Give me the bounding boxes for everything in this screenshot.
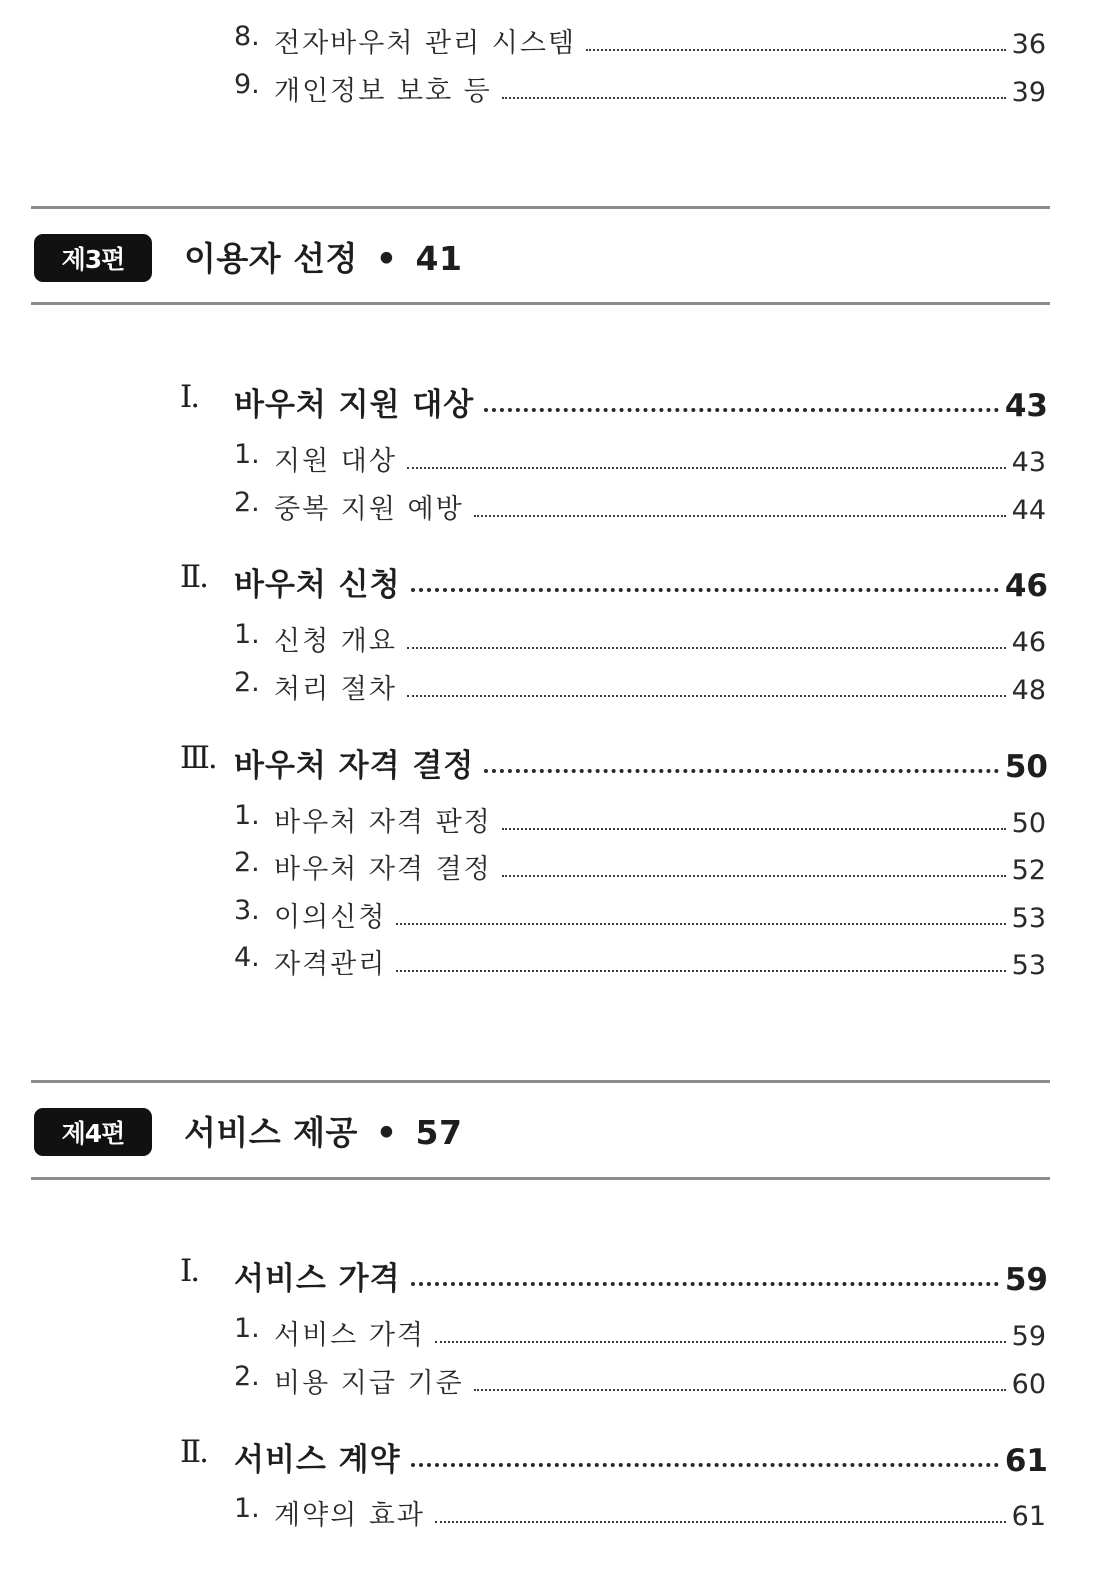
toc-entry[interactable] — [234, 1312, 1046, 1352]
part-divider-bottom — [31, 1177, 1050, 1180]
toc-entry[interactable] — [234, 618, 1046, 658]
entry-number: 1. — [234, 800, 260, 831]
page-number: 59 — [1004, 1262, 1048, 1298]
chapter-title: 바우처 자격 결정 — [234, 748, 475, 784]
page-number: 44 — [1011, 495, 1046, 526]
toc-entry[interactable] — [234, 666, 1046, 706]
entry-title: 자격관리 — [274, 949, 387, 980]
dot-leader — [411, 1463, 999, 1467]
part-title-text: 이용자 선정 — [184, 239, 358, 278]
page-number: 48 — [1011, 675, 1046, 706]
page-number: 52 — [1011, 855, 1046, 886]
entry-title: 개인정보 보호 등 — [274, 76, 492, 107]
toc-entry[interactable] — [234, 20, 1046, 60]
entry-number: 2. — [234, 667, 260, 698]
dot-leader — [407, 695, 1006, 697]
entry-title: 비용 지급 기준 — [274, 1368, 464, 1399]
dot-leader — [435, 1521, 1006, 1523]
entry-title: 서비스 가격 — [274, 1320, 425, 1351]
toc-entry[interactable] — [234, 1492, 1046, 1532]
part-page-number: 41 — [415, 239, 463, 278]
dot-leader — [396, 970, 1005, 972]
part-badge: 제3편 — [34, 234, 152, 282]
entry-title: 신청 개요 — [274, 626, 397, 657]
entry-title: 처리 절차 — [274, 674, 397, 705]
toc-chapter[interactable] — [180, 1254, 1048, 1298]
entry-number: 1. — [234, 1313, 260, 1344]
entry-number: 1. — [234, 439, 260, 470]
toc-entry[interactable] — [234, 846, 1046, 886]
part-divider-top — [31, 1080, 1050, 1083]
page-number: 50 — [1004, 749, 1048, 785]
entry-number: 2. — [234, 487, 260, 518]
toc-entry[interactable] — [234, 68, 1046, 108]
dot-leader — [407, 467, 1006, 469]
entry-number: 2. — [234, 1361, 260, 1392]
toc-chapter[interactable] — [180, 1435, 1048, 1479]
part-title — [184, 235, 462, 283]
toc-entry[interactable] — [234, 799, 1046, 839]
dot-leader — [435, 1341, 1006, 1343]
dot-leader — [411, 1282, 999, 1286]
part-badge: 제4편 — [34, 1108, 152, 1156]
entry-title: 바우처 자격 결정 — [274, 854, 492, 885]
dot-leader — [484, 408, 999, 412]
toc-entry[interactable] — [234, 486, 1046, 526]
chapter-number: Ⅰ. — [180, 379, 199, 415]
entry-title: 중복 지원 예방 — [274, 494, 464, 525]
dot-leader — [586, 49, 1006, 51]
entry-title: 지원 대상 — [274, 446, 397, 477]
dot-leader — [407, 647, 1006, 649]
entry-number: 4. — [234, 942, 260, 973]
toc-chapter[interactable] — [180, 380, 1048, 424]
entry-number: 8. — [234, 21, 260, 52]
toc-entry[interactable] — [234, 1360, 1046, 1400]
entry-title: 계약의 효과 — [274, 1500, 425, 1531]
page-number: 46 — [1011, 627, 1046, 658]
dot-leader — [502, 828, 1006, 830]
page-number: 50 — [1011, 808, 1046, 839]
part-title-text: 서비스 제공 — [184, 1113, 358, 1152]
dot-leader — [411, 588, 999, 592]
chapter-number: Ⅱ. — [180, 559, 207, 595]
page-number: 36 — [1011, 29, 1046, 60]
page-number: 60 — [1011, 1369, 1046, 1400]
entry-title: 바우처 자격 판정 — [274, 807, 492, 838]
entry-title: 이의신청 — [274, 902, 387, 933]
dot-leader — [474, 515, 1006, 517]
entry-number: 2. — [234, 847, 260, 878]
bullet-separator: • — [375, 239, 398, 278]
page-number: 43 — [1011, 447, 1046, 478]
chapter-number: Ⅱ. — [180, 1434, 207, 1470]
part-divider-top — [31, 206, 1050, 209]
chapter-title: 바우처 지원 대상 — [234, 387, 475, 423]
entry-title: 전자바우처 관리 시스템 — [274, 28, 576, 59]
chapter-title: 서비스 계약 — [234, 1442, 401, 1478]
part-page-number: 57 — [415, 1113, 463, 1152]
toc-chapter[interactable] — [180, 560, 1048, 604]
chapter-number: Ⅰ. — [180, 1253, 199, 1289]
entry-number: 1. — [234, 619, 260, 650]
page-number: 53 — [1011, 903, 1046, 934]
dot-leader — [502, 875, 1006, 877]
dot-leader — [484, 769, 999, 773]
page-number: 61 — [1004, 1443, 1048, 1479]
entry-number: 9. — [234, 69, 260, 100]
dot-leader — [474, 1389, 1006, 1391]
chapter-number: Ⅲ. — [180, 740, 216, 776]
page-number: 46 — [1004, 568, 1048, 604]
toc-entry[interactable] — [234, 438, 1046, 478]
entry-number: 3. — [234, 895, 260, 926]
page-number: 39 — [1011, 77, 1046, 108]
toc-entry[interactable] — [234, 894, 1046, 934]
dot-leader — [502, 97, 1006, 99]
page-number: 59 — [1011, 1321, 1046, 1352]
dot-leader — [396, 923, 1005, 925]
page-number: 61 — [1011, 1501, 1046, 1532]
entry-number: 1. — [234, 1493, 260, 1524]
chapter-title: 서비스 가격 — [234, 1261, 401, 1297]
toc-chapter[interactable] — [180, 741, 1048, 785]
page-number: 43 — [1004, 388, 1048, 424]
bullet-separator: • — [375, 1113, 398, 1152]
page-number: 53 — [1011, 950, 1046, 981]
chapter-title: 바우처 신청 — [234, 567, 401, 603]
part-title — [184, 1109, 462, 1157]
part-divider-bottom — [31, 302, 1050, 305]
toc-entry[interactable] — [234, 941, 1046, 981]
